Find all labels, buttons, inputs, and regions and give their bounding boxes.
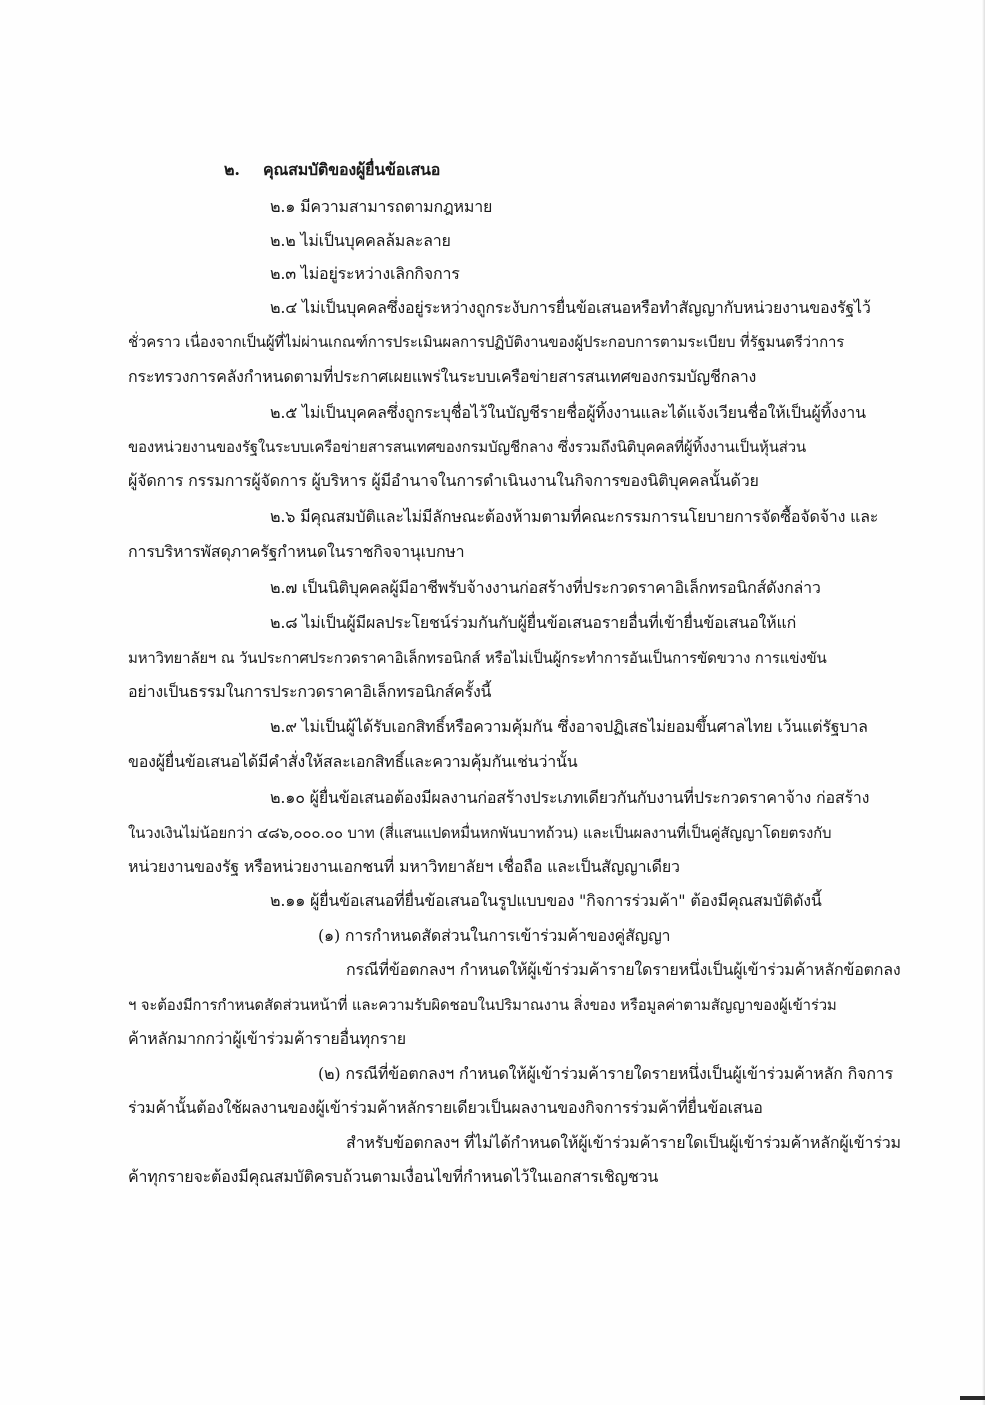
clause-2-6: ๒.๖ มีคุณสมบัติและไม่มีลักษณะต้องห้ามตามที่คณะกรรมการนโยบายการจัดซื้อจัดจ้าง และ bbox=[270, 507, 879, 526]
clause-2-11: ๒.๑๑ ผู้ยื่นข้อเสนอที่ยื่นข้อเสนอในรูปแบบของ "กิจการร่วมค้า" ต้องมีคุณสมบัติดังนี้ bbox=[270, 891, 822, 910]
section-heading: คุณสมบัติของผู้ยื่นข้อเสนอ bbox=[263, 160, 441, 179]
clause-2-4: ๒.๔ ไม่เป็นบุคคลซึ่งอยู่ระหว่างถูกระงับการยื่นข้อเสนอหรือทำสัญญากับหน่วยงานของรัฐไว้ bbox=[270, 298, 871, 317]
clause-2-4-cont: ชั่วคราว เนื่องจากเป็นผู้ที่ไม่ผ่านเกณฑ์การประเมินผลการปฏิบัติงานของผู้ประกอบการตามระเบียบ ที่รัฐมนตรีว่าการ bbox=[128, 333, 845, 351]
sub-clause-1-body: ค้าหลักมากกว่าผู้เข้าร่วมค้ารายอื่นทุกราย bbox=[128, 1029, 406, 1048]
clause-2-9-cont: ของผู้ยื่นข้อเสนอได้มีคำสั่งให้สละเอกสิทธิ์และความคุ้มกันเช่นว่านั้น bbox=[128, 752, 578, 771]
section-number: ๒. bbox=[224, 160, 240, 179]
clause-2-5: ๒.๕ ไม่เป็นบุคคลซึ่งถูกระบุชื่อไว้ในบัญชีรายชื่อผู้ทิ้งงานและได้แจ้งเวียนชื่อให้เป็นผู้ทิ้งงาน bbox=[270, 403, 866, 422]
clause-2-8-cont: อย่างเป็นธรรมในการประกวดราคาอิเล็กทรอนิกส์ครั้งนี้ bbox=[128, 682, 492, 701]
clause-2-8: ๒.๘ ไม่เป็นผู้มีผลประโยชน์ร่วมกันกับผู้ยื่นข้อเสนอรายอื่นที่เข้ายื่นข้อเสนอให้แก่ bbox=[270, 613, 797, 632]
scan-edge-mark bbox=[960, 1396, 985, 1400]
clause-2-10-cont: ในวงเงินไม่น้อยกว่า ๔๘๖,๐๐๐.๐๐ บาท (สี่แสนแปดหมื่นหกพันบาทถ้วน) และเป็นผลงานที่เป็นคู่สัญญาโดยตรงกับ bbox=[128, 824, 832, 842]
clause-2-10-cont: หน่วยงานของรัฐ หรือหน่วยงานเอกชนที่ มหาวิทยาลัยฯ เชื่อถือ และเป็นสัญญาเดียว bbox=[128, 857, 680, 876]
clause-2-3: ๒.๓ ไม่อยู่ระหว่างเลิกกิจการ bbox=[270, 264, 460, 283]
clause-2-8-cont: มหาวิทยาลัยฯ ณ วันประกาศประกวดราคาอิเล็กทรอนิกส์ หรือไม่เป็นผู้กระทำการอันเป็นการขัดขวาง การแข่งขัน bbox=[128, 649, 827, 667]
clause-2-7: ๒.๗ เป็นนิติบุคคลผู้มีอาชีพรับจ้างงานก่อสร้างที่ประกวดราคาอิเล็กทรอนิกส์ดังกล่าว bbox=[270, 578, 821, 597]
sub-clause-2-body: ร่วมค้านั้นต้องใช้ผลงานของผู้เข้าร่วมค้าหลักรายเดียวเป็นผลงานของกิจการร่วมค้าที่ยื่นข้อเสนอ bbox=[128, 1098, 763, 1117]
sub-clause-1: (๑) การกำหนดสัดส่วนในการเข้าร่วมค้าของคู่สัญญา bbox=[318, 926, 671, 945]
sub-clause-2-note: สำหรับข้อตกลงฯ ที่ไม่ได้กำหนดให้ผู้เข้าร่วมค้ารายใดเป็นผู้เข้าร่วมค้าหลักผู้เข้าร่วม bbox=[346, 1133, 901, 1152]
sub-clause-1-body: กรณีที่ข้อตกลงฯ กำหนดให้ผู้เข้าร่วมค้ารายใดรายหนึ่งเป็นผู้เข้าร่วมค้าหลักข้อตกลง bbox=[346, 960, 901, 979]
clause-2-10: ๒.๑๐ ผู้ยื่นข้อเสนอต้องมีผลงานก่อสร้างประเภทเดียวกันกับงานที่ประกวดราคาจ้าง ก่อสร้าง bbox=[270, 788, 870, 807]
clause-2-4-cont: กระทรวงการคลังกำหนดตามที่ประกาศเผยแพร่ในระบบเครือข่ายสารสนเทศของกรมบัญชีกลาง bbox=[128, 367, 757, 386]
clause-2-5-cont: ของหน่วยงานของรัฐในระบบเครือข่ายสารสนเทศของกรมบัญชีกลาง ซึ่งรวมถึงนิติบุคคลที่ผู้ทิ้งงานเป็นหุ้นส่วน bbox=[128, 438, 806, 456]
sub-clause-2-note: ค้าทุกรายจะต้องมีคุณสมบัติครบถ้วนตามเงื่อนไขที่กำหนดไว้ในเอกสารเชิญชวน bbox=[128, 1167, 659, 1186]
sub-clause-1-body: ฯ จะต้องมีการกำหนดสัดส่วนหน้าที่ และความรับผิดชอบในปริมาณงาน สิ่งของ หรือมูลค่าตามสัญญาของผู้เข้าร่วม bbox=[128, 996, 837, 1014]
sub-clause-2: (๒) กรณีที่ข้อตกลงฯ กำหนดให้ผู้เข้าร่วมค้ารายใดรายหนึ่งเป็นผู้เข้าร่วมค้าหลัก กิจการ bbox=[318, 1064, 893, 1083]
clause-2-5-cont: ผู้จัดการ กรรมการผู้จัดการ ผู้บริหาร ผู้มีอำนาจในการดำเนินงานในกิจการของนิติบุคคลนั้นด้วย bbox=[128, 471, 759, 490]
clause-2-2: ๒.๒ ไม่เป็นบุคคลล้มละลาย bbox=[270, 231, 451, 250]
clause-2-1: ๒.๑ มีความสามารถตามกฎหมาย bbox=[270, 197, 493, 216]
clause-2-9: ๒.๙ ไม่เป็นผู้ได้รับเอกสิทธิ์หรือความคุ้มกัน ซึ่งอาจปฏิเสธไม่ยอมขึ้นศาลไทย เว้นแต่รัฐบาล bbox=[270, 717, 868, 736]
clause-2-6-cont: การบริหารพัสดุภาครัฐกำหนดในราชกิจจานุเบกษา bbox=[128, 542, 465, 561]
